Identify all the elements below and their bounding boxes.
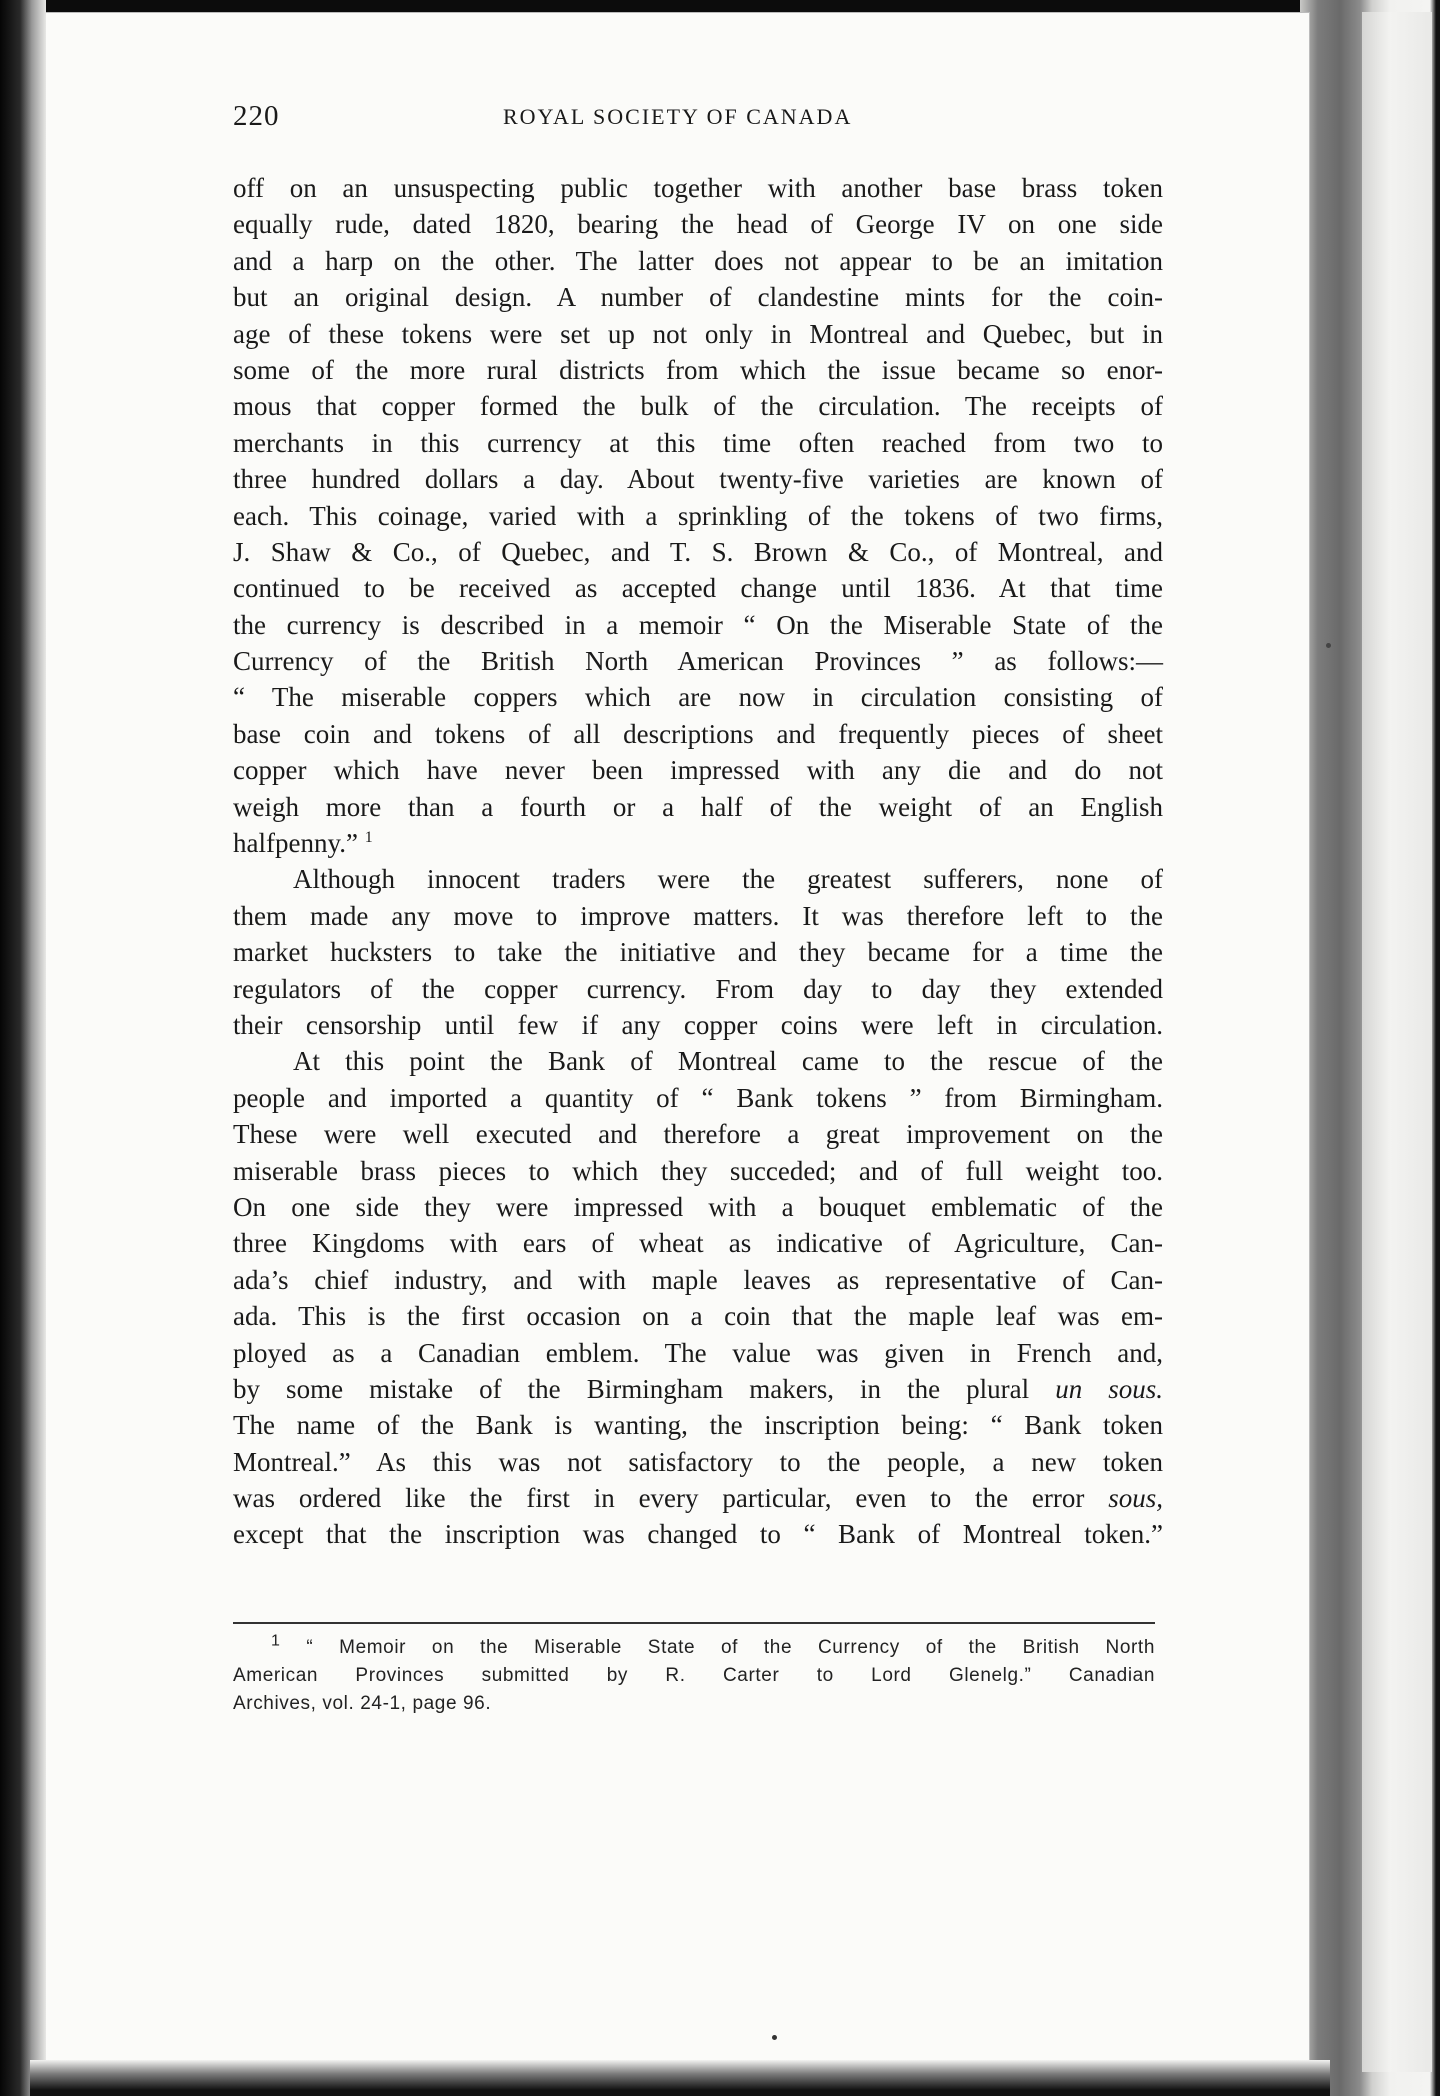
text-line: their censorship until few if any copper coins were left in circulation. <box>233 1009 1163 1040</box>
text-line: continued to be received as accepted change until 1836. At that time <box>233 573 1163 604</box>
text-line: them made any move to improve matters. It was therefore left to the <box>233 900 1163 931</box>
text-line: Currency of the British North American Provinces ” as follows:— <box>233 646 1163 677</box>
text-line: miserable brass pieces to which they succeded; and of full weight too. <box>233 1155 1163 1186</box>
text-line: but an original design. A number of clandestine mints for the coin- <box>233 282 1163 313</box>
scan-speck <box>1326 643 1331 648</box>
text-line: each. This coinage, varied with a sprinkling of the tokens of two firms, <box>233 500 1163 531</box>
text-line: the currency is described in a memoir “ On the Miserable State of the <box>233 609 1163 640</box>
footnote-text: “ Memoir on the Miserable State of the Currency of the British North <box>306 1637 1155 1658</box>
text-line: equally rude, dated 1820, bearing the head of George IV on one side <box>233 209 1163 240</box>
text-line: regulators of the copper currency. From day to day they extended <box>233 973 1163 1004</box>
footnote-marker: 1 <box>271 1632 281 1650</box>
text-line: off on an unsuspecting public together with another base brass token <box>233 173 1163 203</box>
facing-page-edge <box>1362 12 1432 2072</box>
text-line: The name of the Bank is wanting, the inscription being: “ Bank token <box>233 1410 1163 1441</box>
text-line: merchants in this currency at this time often reached from two to <box>233 427 1163 458</box>
footnote-reference: 1 <box>364 829 373 847</box>
text-line: market hucksters to take the initiative and they became for a time the <box>233 937 1163 968</box>
text-line: At this point the Bank of Montreal came to the rescue of the <box>293 1046 1163 1077</box>
text-line: “ The miserable coppers which are now in circulation consisting of <box>233 682 1163 713</box>
page-left-edge-shadow <box>0 0 46 2096</box>
text-line: age of these tokens were set up not only in Montreal and Quebec, but in <box>233 318 1163 349</box>
text-line <box>233 1371 1163 1407</box>
italic-word: sous, <box>1108 1483 1163 1514</box>
text-line: and a harp on the other. The latter does not appear to be an imitation <box>233 245 1163 276</box>
line-text: by some mistake of the Birmingham makers, in the plural <box>233 1373 1056 1404</box>
text-line: J. Shaw & Co., of Quebec, and T. S. Brown & Co., of Montreal, and <box>233 536 1163 567</box>
italic-phrase: un sous. <box>1055 1373 1164 1404</box>
quote-end: halfpenny.” <box>233 828 358 859</box>
page-number: 220 <box>233 100 280 132</box>
text-line: On one side they were impressed with a bouquet emblematic of the <box>233 1191 1163 1222</box>
page-bottom-edge-shadow <box>30 2060 1330 2096</box>
body-text <box>233 170 1163 1553</box>
running-head <box>233 100 1163 140</box>
text-line: weigh more than a fourth or a half of the weight of an English <box>233 791 1163 822</box>
text-line: three hundred dollars a day. About twenty-five varieties are known of <box>233 464 1163 495</box>
text-line: three Kingdoms with ears of wheat as indicative of Agriculture, Can- <box>233 1228 1163 1259</box>
footnote-line: Archives, vol. 24-1, page 96. <box>233 1693 492 1714</box>
text-line: Montreal.” As this was not satisfactory to the people, a new token <box>233 1446 1163 1477</box>
scan-speck <box>772 2035 777 2040</box>
journal-title: ROYAL SOCIETY OF CANADA <box>503 104 853 129</box>
text-line: ada. This is the first occasion on a coin that the maple leaf was em- <box>233 1301 1163 1332</box>
text-line: copper which have never been impressed with any die and do not <box>233 755 1163 786</box>
footnote-divider <box>233 1622 1155 1624</box>
text-line <box>233 825 1163 861</box>
footnote-line <box>233 1634 1155 1662</box>
text-line: except that the inscription was changed to “ Bank of Montreal token.” <box>233 1519 1163 1550</box>
text-line: ployed as a Canadian emblem. The value was given in French and, <box>233 1337 1163 1368</box>
text-line: some of the more rural districts from which the issue became so enor- <box>233 354 1163 385</box>
text-line <box>233 1480 1163 1516</box>
text-line: base coin and tokens of all descriptions and frequently pieces of sheet <box>233 718 1163 749</box>
text-line: These were well executed and therefore a great improvement on the <box>233 1119 1163 1150</box>
footnote-line: American Provinces submitted by R. Carter to Lord Glenelg.” Canadian <box>233 1665 1155 1686</box>
line-text: was ordered like the first in every particular, even to the error <box>233 1483 1109 1514</box>
text-line: Although innocent traders were the greatest sufferers, none of <box>293 864 1163 895</box>
text-line: people and imported a quantity of “ Bank tokens ” from Birmingham. <box>233 1082 1163 1113</box>
footnote <box>233 1634 1155 1718</box>
text-line: mous that copper formed the bulk of the circulation. The receipts of <box>233 391 1163 422</box>
text-line: ada’s chief industry, and with maple leaves as representative of Can- <box>233 1264 1163 1295</box>
